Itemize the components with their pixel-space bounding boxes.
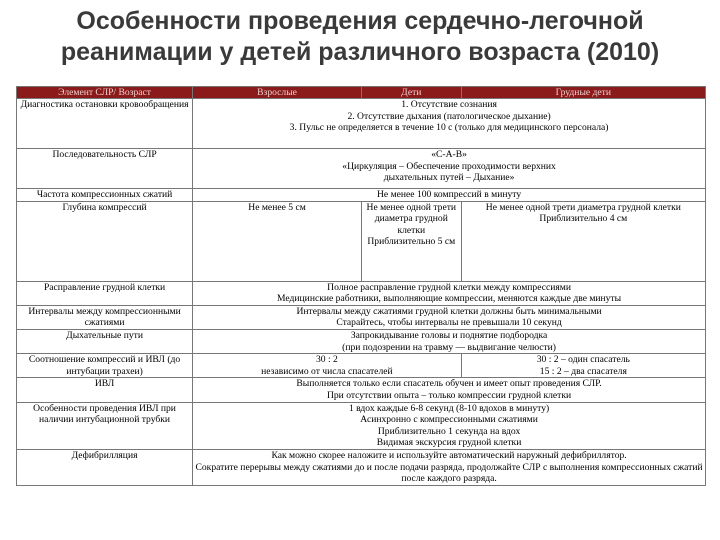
table-row (17, 402, 706, 449)
row-label: Расправление грудной клетки (17, 281, 193, 305)
row-label: Интервалы между компрессионными сжатиями (17, 305, 193, 329)
table-row (17, 189, 706, 202)
row-value (193, 149, 706, 189)
table-row (17, 305, 706, 329)
intubated-line-3: Приблизительно 1 секунда на вдох (377, 425, 521, 437)
row-label: Дефибрилляция (17, 449, 193, 485)
table-row (17, 329, 706, 353)
intubated-line-4: Видимая экскурсия грудной клетки (376, 437, 522, 449)
diagnosis-line-3: 3. Пульс не определяется в течение 10 с (только для медицинского персонала) (289, 122, 609, 134)
table-row (17, 449, 706, 485)
row-label: Дыхательные пути (17, 329, 193, 353)
table-row (17, 149, 706, 189)
diagnosis-line-2: 2. Отсутствие дыхания (патологическое дыхание) (347, 110, 551, 122)
recoil-line-2: Медицинские работники, выполняющие компрессии, меняются каждые две минуты (277, 293, 622, 305)
ratio-adults-line-1: 30 : 2 (315, 354, 338, 366)
header-infants: Грудные дети (461, 87, 705, 99)
row-label: Частота компрессионных сжатий (17, 189, 193, 202)
ratio-infants-line-1: 30 : 2 – один спасатель (536, 354, 630, 366)
ratio-infants-line-2: 15 : 2 – два спасателя (539, 365, 627, 377)
row-value (193, 305, 706, 329)
page-title (0, 6, 720, 68)
defib-line-2: Сократите перерывы между сжатиями до и после подачи разряда, продолжайте СЛР с выполнения компрессионных сжатий после каждого разряда. (195, 461, 703, 485)
intervals-line-2: Старайтесь, чтобы интервалы не превышали 10 секунд (336, 317, 562, 329)
depth-infants: Не менее одной трети диаметра грудной клетки Приблизительно 4 см (461, 201, 705, 281)
table-row (17, 99, 706, 149)
row-label: Глубина компрессий (17, 201, 193, 281)
row-value (193, 378, 706, 402)
diagnosis-line-1: 1. Отсутствие сознания (401, 99, 497, 110)
defib-line-1: Как можно скорее наложите и используйте автоматический наружный дефибриллятор. (271, 449, 627, 461)
header-element: Элемент СЛР/ Возраст (17, 87, 193, 99)
airway-line-2: (при подозрении на травму — выдвигание челюсти) (342, 341, 556, 353)
table-row (17, 378, 706, 402)
sequence-line-3: дыхательных путей – Дыхание» (383, 172, 515, 184)
recoil-line-1: Полное расправление грудной клетки между компрессиями (327, 281, 571, 293)
row-label: Диагностика остановки кровообращения (17, 99, 193, 149)
sequence-line-2: «Циркуляция – Обеспечение проходимости верхних (342, 160, 556, 172)
header-children: Дети (361, 87, 461, 99)
title-line-1: Особенности проведения сердечно-легочной (76, 7, 644, 35)
ventilation-line-1: Выполняется только если спасатель обучен и имеет опыт проведения СЛР. (296, 378, 602, 390)
depth-children: Не менее одной трети диаметра грудной клетки Приблизительно 5 см (361, 201, 461, 281)
airway-line-1: Запрокидывание головы и поднятие подбородка (350, 329, 548, 341)
intubated-line-2: Асинхронно с компрессионными сжатиями (360, 414, 538, 426)
depth-adults: Не менее 5 см (193, 201, 362, 281)
row-value (193, 449, 706, 485)
table-row (17, 201, 706, 281)
row-label: Особенности проведения ИВЛ при наличии интубационной трубки (17, 402, 193, 449)
row-label: Последовательность СЛР (17, 149, 193, 189)
sequence-line-1: «С-А-В» (431, 149, 467, 160)
row-value (193, 402, 706, 449)
ventilation-line-2: При отсутствии опыта – только компрессии грудной клетки (326, 389, 572, 401)
row-value (193, 329, 706, 353)
title-line-2: реанимации у детей различного возраста (2010) (60, 38, 660, 66)
header-row (17, 87, 706, 99)
row-value (193, 99, 706, 149)
ratio-infants (461, 354, 705, 378)
ratio-adults-line-2: независимо от числа спасателей (261, 365, 393, 377)
intervals-line-1: Интервалы между сжатиями грудной клетки должны быть минимальными (296, 305, 602, 317)
row-label: Соотношение компрессий и ИВЛ (до интубации трахеи) (17, 354, 193, 378)
ratio-adults-children (193, 354, 462, 378)
table-row (17, 354, 706, 378)
table-row (17, 281, 706, 305)
row-label: ИВЛ (17, 378, 193, 402)
row-value: Не менее 100 компрессий в минуту (193, 189, 706, 202)
intubated-line-1: 1 вдох каждые 6-8 секунд (8-10 вдохов в минуту) (348, 402, 550, 414)
row-value (193, 281, 706, 305)
cpr-table (16, 86, 706, 486)
header-adults: Взрослые (193, 87, 362, 99)
